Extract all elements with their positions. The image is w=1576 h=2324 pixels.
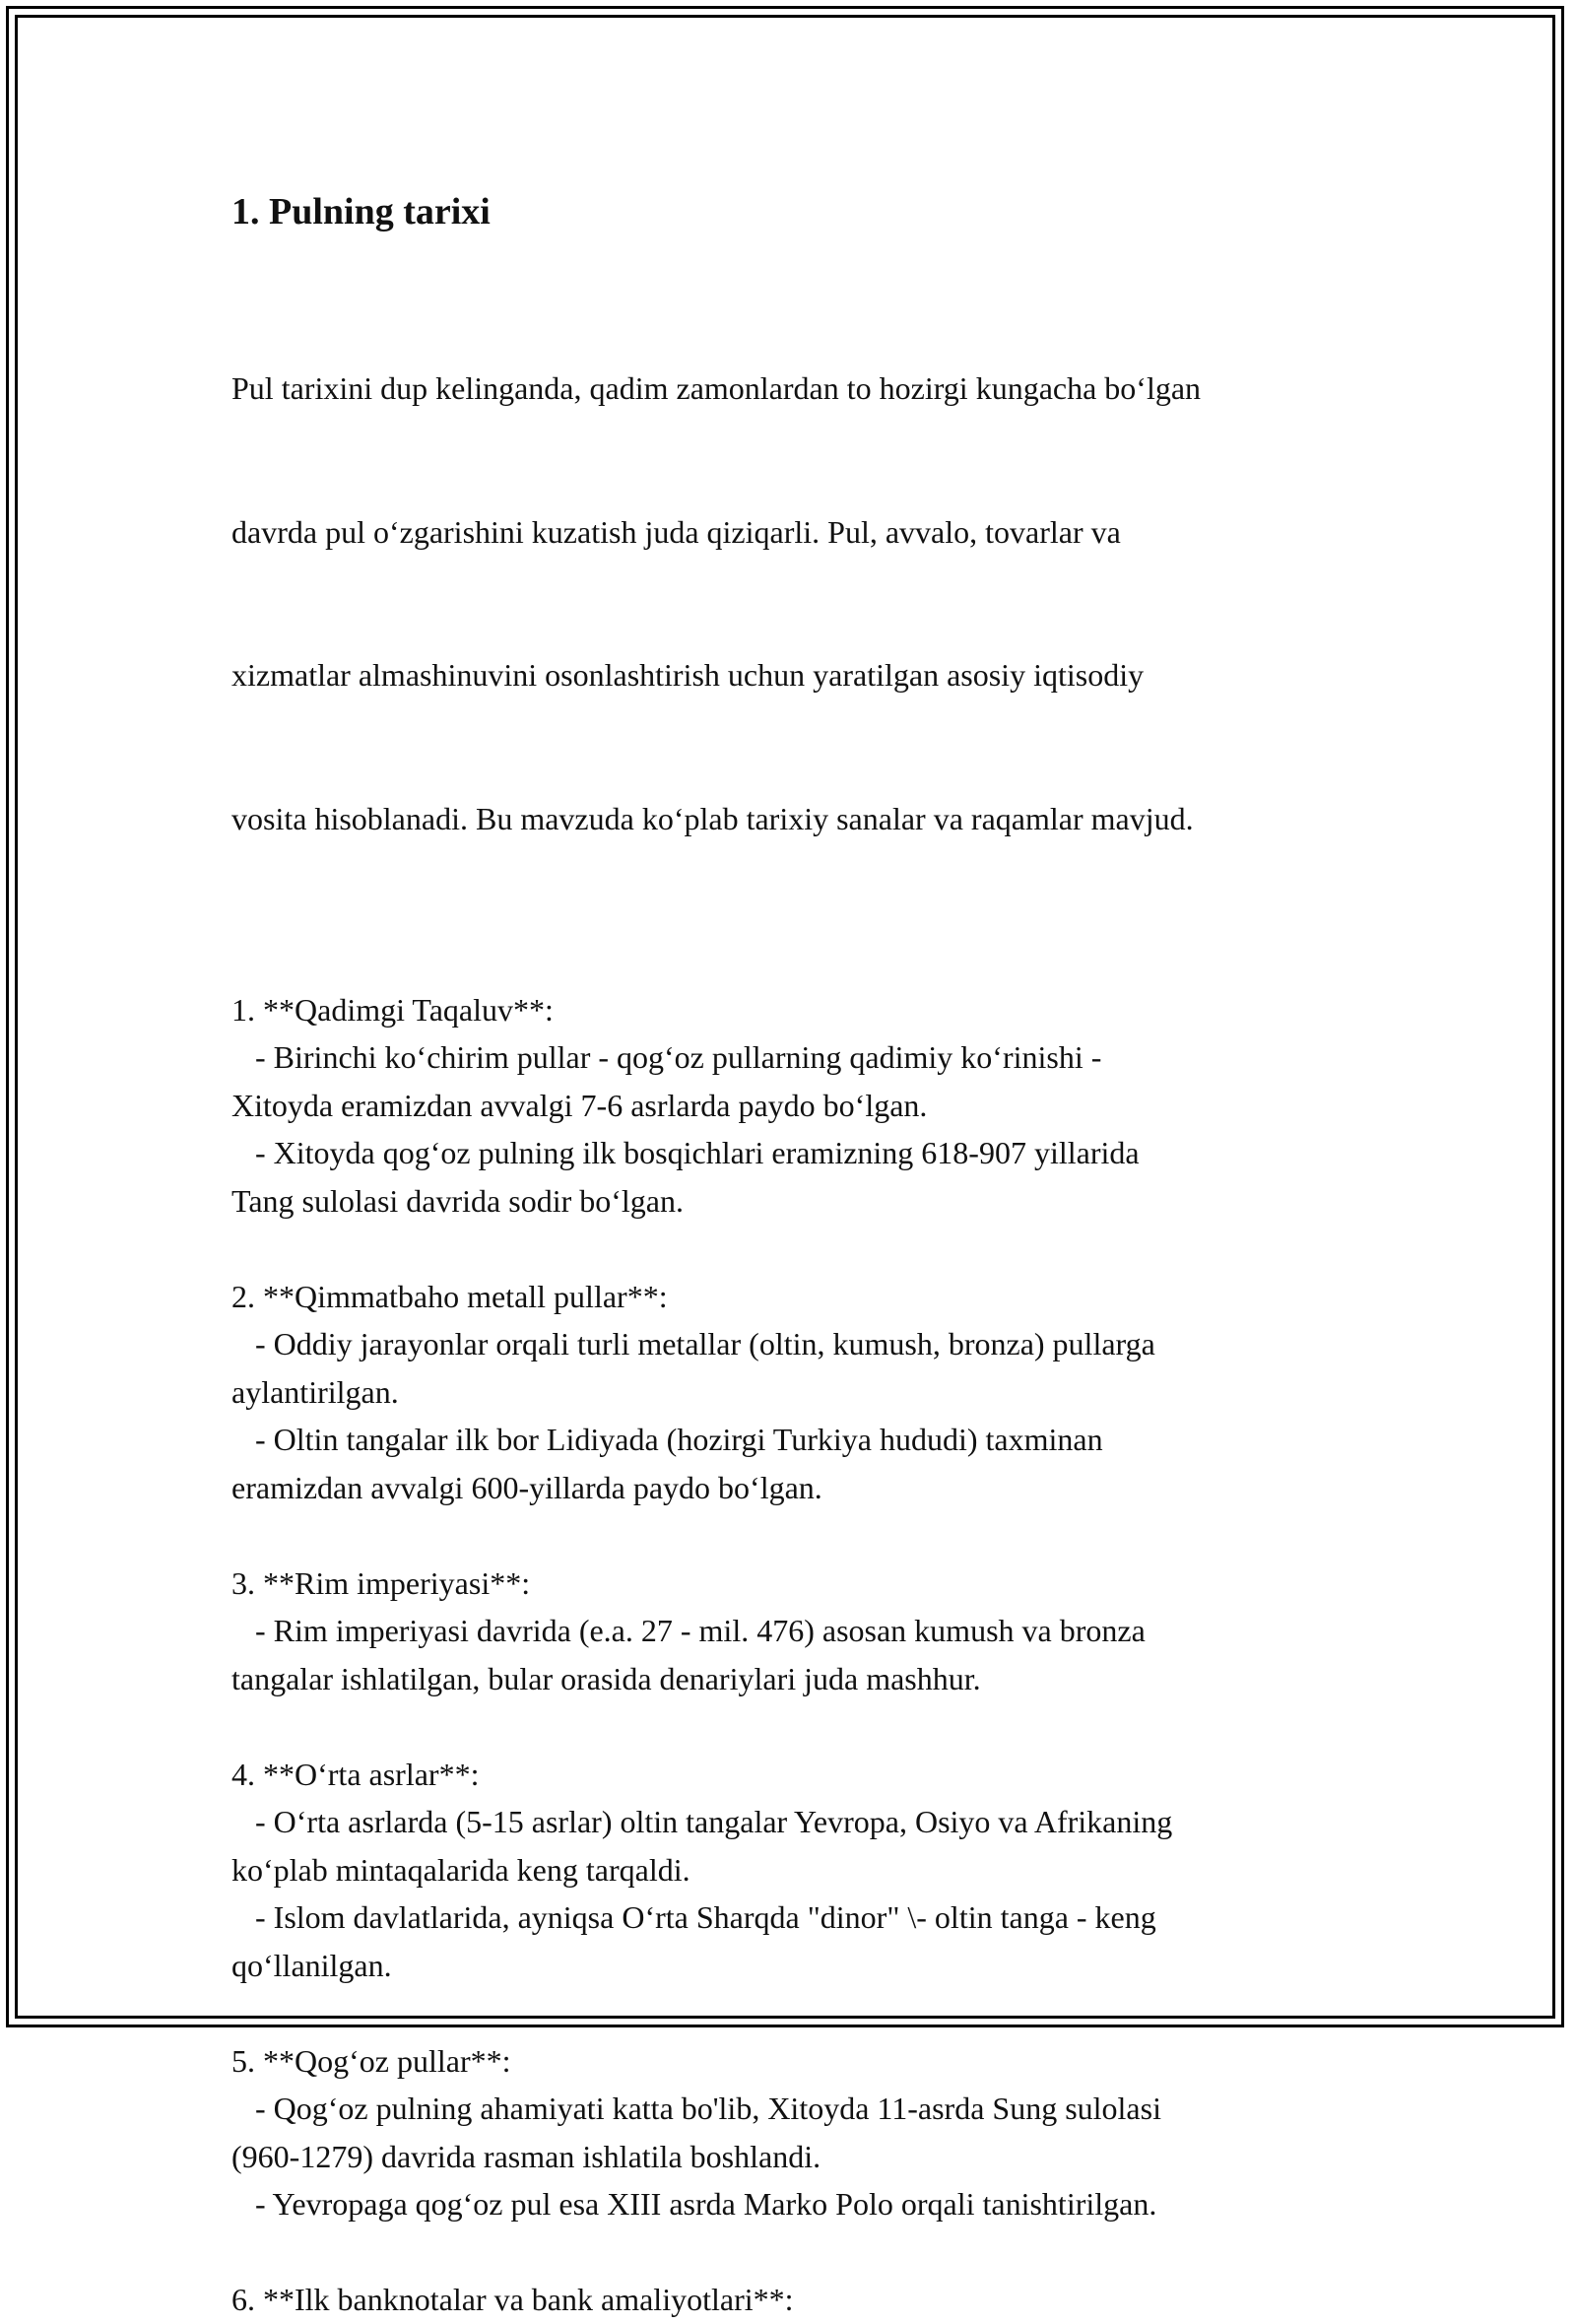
blank-line (231, 2228, 1374, 2277)
section-4 (231, 1751, 1374, 1990)
section-line: - Birinchi ko‘chirim pullar - qog‘oz pullarning qadimiy ko‘rinishi - (231, 1039, 1102, 1075)
section-line: (960-1279) davrida rasman ishlatila boshlandi. (231, 2138, 821, 2174)
blank-line (231, 1702, 1374, 1751)
section-heading: 3. **Rim imperiyasi**: (231, 1564, 531, 1601)
intro-line: vosita hisoblanadi. Bu mavzuda ko‘plab tarixiy sanalar va raqamlar mavjud. (231, 800, 1194, 836)
section-line: - Qog‘oz pulning ahamiyati katta bo'lib, Xitoyda 11-asrda Sung sulolasi (231, 2091, 1161, 2126)
blank-line (231, 1989, 1374, 2037)
section-line: - Xitoyda qog‘oz pulning ilk bosqichlari eramizning 618-907 yillarida (231, 1135, 1140, 1170)
section-line: Tang sulolasi davrida sodir bo‘lgan. (231, 1182, 684, 1219)
section-line: aylantirilgan. (231, 1373, 399, 1410)
section-line: eramizdan avvalgi 600-yillarda paydo bo‘lgan. (231, 1469, 822, 1505)
section-heading: 6. **Ilk banknotalar va bank amaliyotlari**: (231, 2282, 794, 2317)
blank-line (231, 1225, 1374, 1273)
intro-line: xizmatlar almashinuvini osonlashtirish uchun yaratilgan asosiy iqtisodiy (231, 657, 1145, 693)
section-heading: 4. **O‘rta asrlar**: (231, 1756, 480, 1792)
section-line: qo‘llanilgan. (231, 1947, 392, 1983)
section-1 (231, 986, 1374, 1226)
section-line: tangalar ishlatilgan, bular orasida denariylari juda mashhur. (231, 1660, 981, 1696)
section-3 (231, 1560, 1374, 1703)
document-body (231, 182, 1374, 2324)
section-6 (231, 2276, 1374, 2324)
document-title: 1. Pulning tarixi (231, 191, 491, 232)
section-line: - Yevropaga qog‘oz pul esa XIII asrda Marko Polo orqali tanishtirilgan. (231, 2186, 1157, 2222)
section-line: - O‘rta asrlarda (5-15 asrlar) oltin tangalar Yevropa, Osiyo va Afrikaning (231, 1804, 1173, 1839)
section-heading: 2. **Qimmatbaho metall pullar**: (231, 1278, 668, 1314)
section-5 (231, 2037, 1374, 2228)
section-line: - Oltin tangalar ilk bor Lidiyada (hozirgi Turkiya hududi) taxminan (231, 1422, 1103, 1457)
section-line: - Islom davlatlarida, ayniqsa O‘rta Sharqda "dinor" \- oltin tanga - keng (231, 1899, 1156, 1935)
intro-line: Pul tarixini dup kelinganda, qadim zamonlardan to hozirgi kungacha bo‘lgan (231, 370, 1202, 406)
section-heading: 1. **Qadimgi Taqaluv**: (231, 991, 554, 1028)
intro-paragraph (231, 269, 1374, 938)
section-line: - Oddiy jarayonlar orqali turli metallar (oltin, kumush, bronza) pullarga (231, 1326, 1155, 1361)
section-2 (231, 1273, 1374, 1512)
intro-line: davrda pul o‘zgarishini kuzatish juda qiziqarli. Pul, avvalo, tovarlar va (231, 513, 1121, 550)
section-heading: 5. **Qog‘oz pullar**: (231, 2042, 511, 2079)
blank-line (231, 1511, 1374, 1560)
section-line: Xitoyda eramizdan avvalgi 7-6 asrlarda paydo bo‘lgan. (231, 1087, 928, 1123)
blank-line (231, 938, 1374, 986)
section-line: ko‘plab mintaqalarida keng tarqaldi. (231, 1851, 690, 1888)
section-line: - Rim imperiyasi davrida (e.a. 27 - mil. 476) asosan kumush va bronza (231, 1613, 1146, 1648)
